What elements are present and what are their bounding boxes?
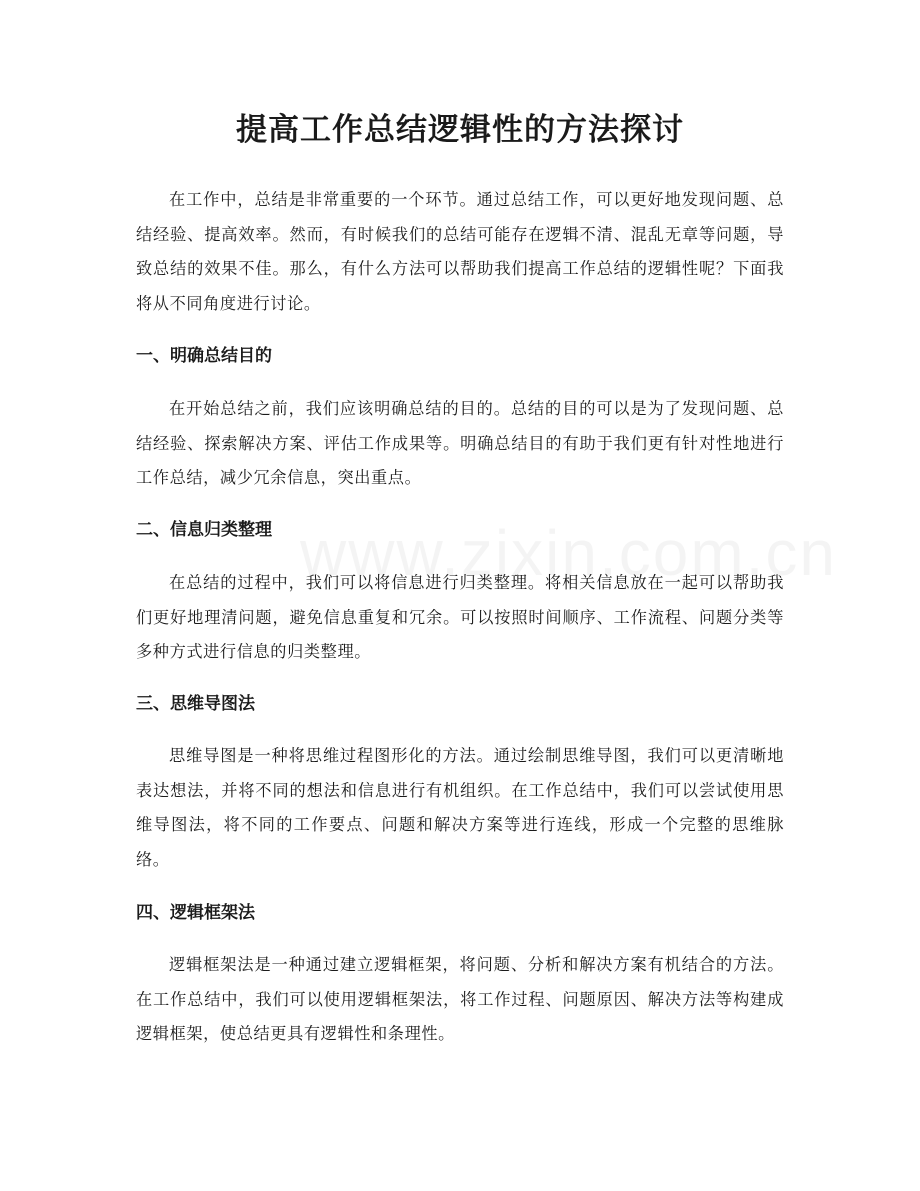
section-heading-4: 四、逻辑框架法	[136, 903, 255, 923]
document-title: 提高工作总结逻辑性的方法探讨	[236, 112, 684, 148]
section-body-3: 思维导图是一种将思维过程图形化的方法。通过绘制思维导图，我们可以更清晰地表达想法，并将不同的想法和信息进行有机组织。在工作总结中，我们可以尝试使用思维导图法，将不同的工作要点、问题和解决方案等进行连线，形成一个完整的思维脉络。	[136, 746, 784, 869]
intro-paragraph: 在工作中，总结是非常重要的一个环节。通过总结工作，可以更好地发现问题、总结经验、提高效率。然而，有时候我们的总结可能存在逻辑不清、混乱无章等问题，导致总结的效果不佳。那么，有什么方法可以帮助我们提高工作总结的逻辑性呢？下面我将从不同角度进行讨论。	[136, 190, 784, 313]
section-body-2: 在总结的过程中，我们可以将信息进行归类整理。将相关信息放在一起可以帮助我们更好地理清问题，避免信息重复和冗余。可以按照时间顺序、工作流程、问题分类等多种方式进行信息的归类整理。	[136, 573, 784, 661]
section-heading-2: 二、信息归类整理	[136, 520, 272, 540]
section-body-4: 逻辑框架法是一种通过建立逻辑框架，将问题、分析和解决方案有机结合的方法。在工作总结中，我们可以使用逻辑框架法，将工作过程、问题原因、解决方法等构建成逻辑框架，使总结更具有逻辑性和条理性。	[136, 955, 784, 1043]
section-body-1: 在开始总结之前，我们应该明确总结的目的。总结的目的可以是为了发现问题、总结经验、探索解决方案、评估工作成果等。明确总结目的有助于我们更有针对性地进行工作总结，减少冗余信息，突出重点。	[136, 399, 784, 487]
section-heading-3: 三、思维导图法	[136, 694, 255, 714]
section-heading-1: 一、明确总结目的	[136, 346, 272, 366]
